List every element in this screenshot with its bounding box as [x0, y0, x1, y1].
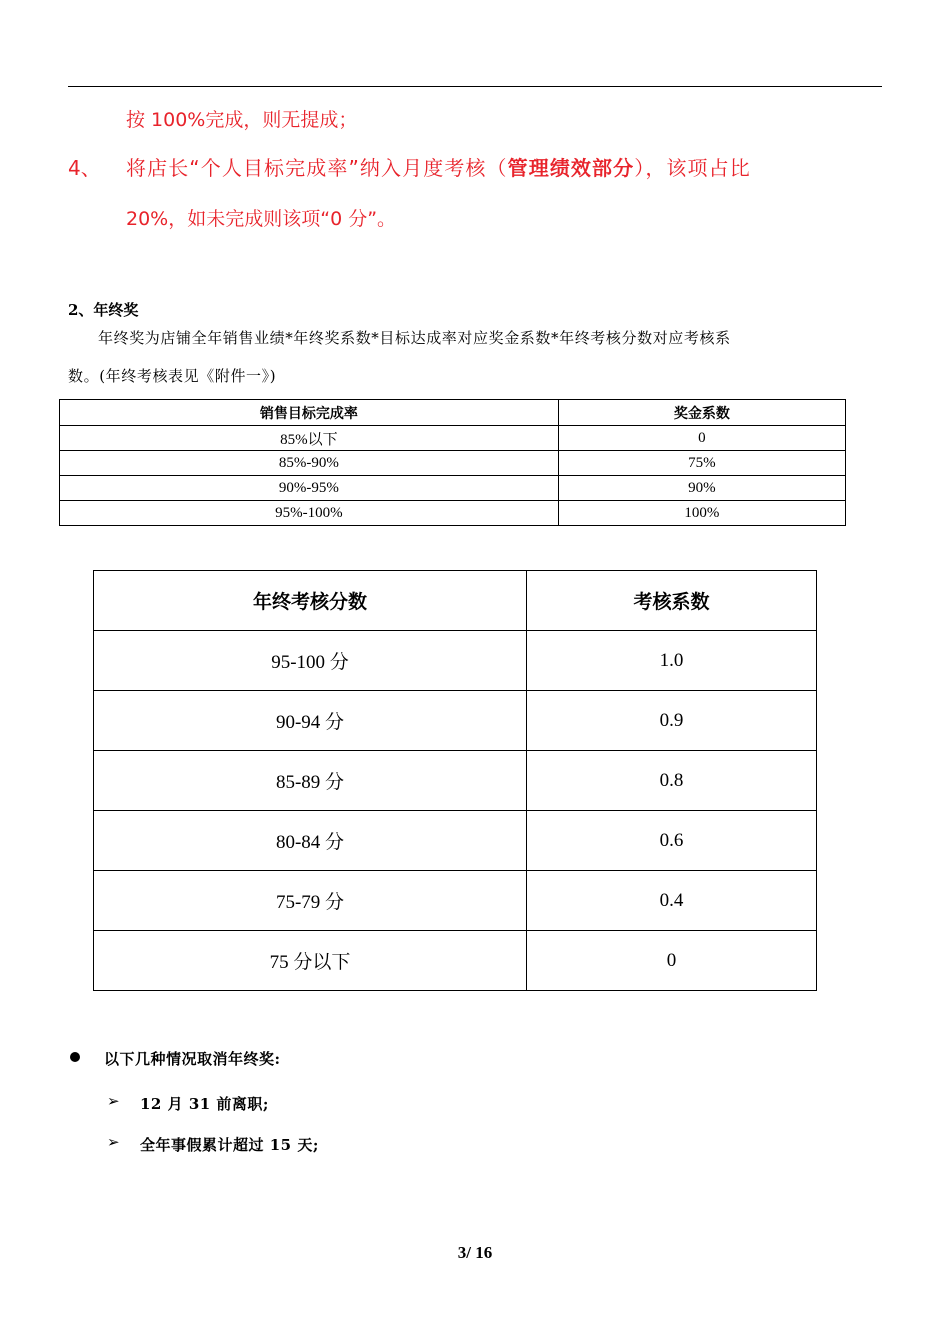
table-cell: 75% [558, 451, 845, 476]
table-cell: 85-89 分 [94, 751, 527, 811]
arrow-bullet-icon: ➢ [107, 1133, 120, 1151]
table-row [60, 476, 846, 501]
table-row [94, 811, 817, 871]
rule-line-100-percent: 按 100%完成，则无提成； [126, 109, 358, 131]
table-header-cell: 考核系数 [527, 571, 817, 631]
table-row [94, 871, 817, 931]
table-row [60, 426, 846, 451]
table-cell: 0 [527, 931, 817, 991]
table-row [60, 501, 846, 526]
table-header-cell: 年终考核分数 [94, 571, 527, 631]
item-text [126, 152, 882, 181]
item-text-before: 将店长“个人目标完成率”纳入月度考核（ [126, 156, 508, 180]
table-cell: 90-94 分 [94, 691, 527, 751]
page-number: 3/ 16 [457, 1243, 493, 1262]
table-row [94, 931, 817, 991]
table-cell: 90% [558, 476, 845, 501]
list-item: 全年事假累计超过 15 天; [140, 1136, 319, 1154]
table-cell: 95%-100% [60, 501, 559, 526]
item-number: 4、 [68, 156, 101, 180]
table-cell: 0.6 [527, 811, 817, 871]
table-cell: 90%-95% [60, 476, 559, 501]
section-paragraph-line1: 年终奖为店铺全年销售业绩*年终奖系数*目标达成率对应奖金系数*年终考核分数对应考核系 [98, 329, 731, 347]
table-cell: 85%以下 [60, 426, 559, 451]
table-cell: 75-79 分 [94, 871, 527, 931]
table-cell: 100% [558, 501, 845, 526]
table-cell: 75 分以下 [94, 931, 527, 991]
item-text-bold: 管理绩效部分 [507, 156, 635, 180]
header-rule [68, 86, 882, 87]
table-cell: 95-100 分 [94, 631, 527, 691]
section-heading: 2、年终奖 [68, 301, 139, 319]
rule-item-4-line2: 20%，如未完成则该项“0 分”。 [126, 208, 397, 230]
table-header-cell: 销售目标完成率 [60, 400, 559, 426]
table-cell: 85%-90% [60, 451, 559, 476]
table-cell: 80-84 分 [94, 811, 527, 871]
table-header-row [94, 571, 817, 631]
table-cell: 0 [558, 426, 845, 451]
table-header-cell: 奖金系数 [558, 400, 845, 426]
table-cell: 1.0 [527, 631, 817, 691]
cancel-list-title: 以下几种情况取消年终奖: [104, 1050, 281, 1068]
table-row [94, 631, 817, 691]
arrow-bullet-icon: ➢ [107, 1092, 120, 1110]
sales-target-table [59, 399, 846, 526]
bullet-dot-icon [70, 1052, 80, 1062]
section-paragraph-line2: 数。(年终考核表见《附件一》) [68, 367, 277, 385]
table-cell: 0.8 [527, 751, 817, 811]
table-row [94, 751, 817, 811]
table-row [94, 691, 817, 751]
annual-review-table [93, 570, 817, 991]
table-row [60, 451, 846, 476]
table-cell: 0.4 [527, 871, 817, 931]
table-cell: 0.9 [527, 691, 817, 751]
item-text-after: ），该项占比 [634, 156, 751, 180]
list-item: 12 月 31 前离职; [140, 1095, 269, 1113]
table-header-row [60, 400, 846, 426]
